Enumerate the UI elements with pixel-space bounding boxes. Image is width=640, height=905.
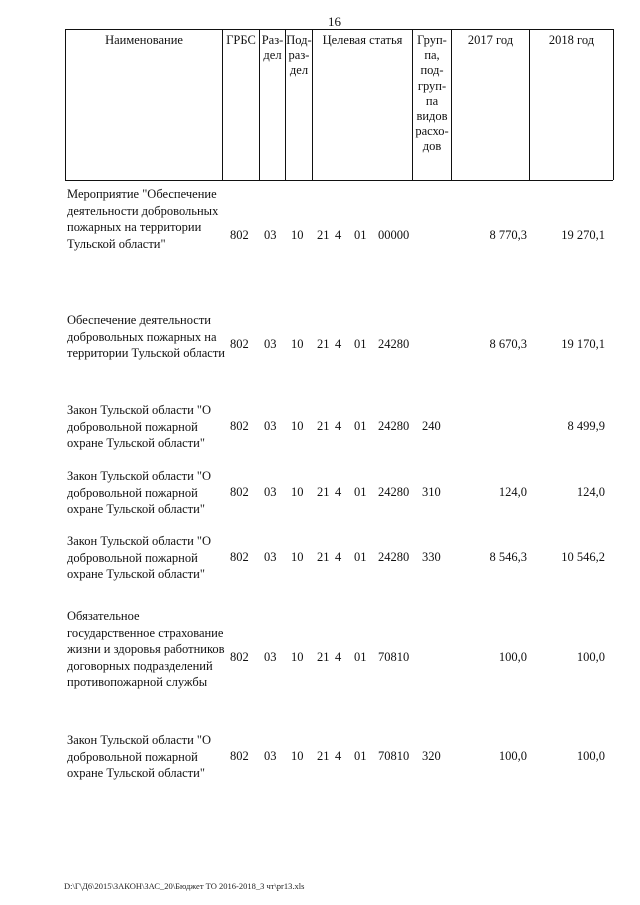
cell-group: 310 — [422, 485, 441, 499]
cell-podrazdel: 10 — [291, 337, 304, 351]
cell-target-subprogram: 4 — [335, 485, 342, 499]
cell-target-direction: 24280 — [378, 337, 410, 351]
cell-target-event: 01 — [354, 650, 367, 664]
page-number: 16 — [328, 14, 341, 29]
header-podrazdel: Под- раз- дел — [286, 33, 312, 78]
col-divider — [222, 29, 223, 180]
col-divider — [451, 29, 452, 180]
cell-target-direction: 24280 — [378, 485, 410, 499]
cell-year-2018: 100,0 — [576, 749, 605, 763]
cell-razdel: 03 — [264, 485, 277, 499]
cell-target-program: 21 — [317, 228, 330, 242]
cell-target-program: 21 — [317, 749, 330, 763]
row-name: Закон Тульской области "О добровольной пожарной охране Тульской области" — [67, 469, 212, 517]
cell-target-subprogram: 4 — [335, 419, 342, 433]
cell-year-2018: 19 170,1 — [561, 337, 605, 351]
cell-target-subprogram: 4 — [335, 749, 342, 763]
header-razdel: Раз- дел — [261, 33, 284, 63]
header-group: Груп- па, под- груп- па видов расхо- дов — [415, 33, 449, 154]
cell-target-event: 01 — [354, 749, 367, 763]
cell-target-direction: 24280 — [378, 419, 410, 433]
file-path-footer: D:\Г\Д6\2015\ЗАКОН\ЗАС_20\Бюджет ТО 2016-2018_3 чт\pr13.xls — [64, 881, 305, 891]
cell-grbs: 802 — [230, 749, 249, 763]
col-divider — [312, 29, 313, 180]
col-divider — [529, 29, 530, 180]
cell-year-2018: 100,0 — [576, 650, 605, 664]
row-name: Закон Тульской области "О добровольной пожарной охране Тульской области" — [67, 534, 212, 582]
cell-razdel: 03 — [264, 749, 277, 763]
cell-group: 320 — [422, 749, 441, 763]
cell-year-2017: 8 770,3 — [489, 228, 527, 242]
cell-razdel: 03 — [264, 650, 277, 664]
cell-target-event: 01 — [354, 419, 367, 433]
cell-target-program: 21 — [317, 650, 330, 664]
cell-year-2017: 124,0 — [498, 485, 527, 499]
cell-podrazdel: 10 — [291, 749, 304, 763]
col-divider — [65, 29, 66, 180]
cell-grbs: 802 — [230, 419, 249, 433]
cell-target-subprogram: 4 — [335, 337, 342, 351]
cell-target-subprogram: 4 — [335, 550, 342, 564]
cell-group: 330 — [422, 550, 441, 564]
cell-razdel: 03 — [264, 419, 277, 433]
cell-year-2018: 124,0 — [576, 485, 605, 499]
cell-grbs: 802 — [230, 550, 249, 564]
header-grbs: ГРБС — [226, 33, 256, 47]
col-divider — [613, 29, 614, 180]
header-year-2017: 2017 год — [467, 33, 514, 47]
cell-target-program: 21 — [317, 419, 330, 433]
cell-podrazdel: 10 — [291, 550, 304, 564]
cell-target-event: 01 — [354, 485, 367, 499]
cell-year-2017: 8 670,3 — [489, 337, 527, 351]
cell-podrazdel: 10 — [291, 485, 304, 499]
cell-target-direction: 24280 — [378, 550, 410, 564]
header-bottom-border — [65, 180, 613, 181]
cell-target-subprogram: 4 — [335, 650, 342, 664]
cell-target-program: 21 — [317, 550, 330, 564]
cell-year-2018: 10 546,2 — [561, 550, 605, 564]
cell-grbs: 802 — [230, 650, 249, 664]
row-name: Обеспечение деятельности добровольных пожарных на территории Тульской области — [67, 313, 225, 361]
cell-podrazdel: 10 — [291, 419, 304, 433]
row-name: Закон Тульской области "О добровольной пожарной охране Тульской области" — [67, 403, 212, 451]
cell-target-direction: 00000 — [378, 228, 410, 242]
cell-razdel: 03 — [264, 337, 277, 351]
cell-target-direction: 70810 — [378, 650, 410, 664]
cell-razdel: 03 — [264, 228, 277, 242]
header-name: Наименование — [105, 33, 183, 47]
cell-target-event: 01 — [354, 550, 367, 564]
cell-grbs: 802 — [230, 485, 249, 499]
cell-target-subprogram: 4 — [335, 228, 342, 242]
cell-grbs: 802 — [230, 228, 249, 242]
cell-target-program: 21 — [317, 485, 330, 499]
cell-target-event: 01 — [354, 337, 367, 351]
cell-target-event: 01 — [354, 228, 367, 242]
row-name: Мероприятие "Обеспечение деятельности добровольных пожарных на территории Тульской области" — [67, 187, 219, 251]
cell-podrazdel: 10 — [291, 650, 304, 664]
cell-target-direction: 70810 — [378, 749, 410, 763]
cell-year-2018: 19 270,1 — [561, 228, 605, 242]
cell-year-2017: 8 546,3 — [489, 550, 527, 564]
cell-year-2017: 100,0 — [498, 749, 527, 763]
cell-year-2017: 100,0 — [498, 650, 527, 664]
row-name: Обязательное государственное страхование жизни и здоровья работников договорных подразделений противопожарной службы — [67, 609, 225, 690]
cell-razdel: 03 — [264, 550, 277, 564]
cell-year-2018: 8 499,9 — [567, 419, 605, 433]
cell-target-program: 21 — [317, 337, 330, 351]
cell-grbs: 802 — [230, 337, 249, 351]
header-year-2018: 2018 год — [548, 33, 595, 47]
header-top-border — [65, 29, 613, 30]
cell-group: 240 — [422, 419, 441, 433]
cell-podrazdel: 10 — [291, 228, 304, 242]
header-target-article: Целевая статья — [322, 33, 403, 47]
row-name: Закон Тульской области "О добровольной пожарной охране Тульской области" — [67, 733, 212, 781]
